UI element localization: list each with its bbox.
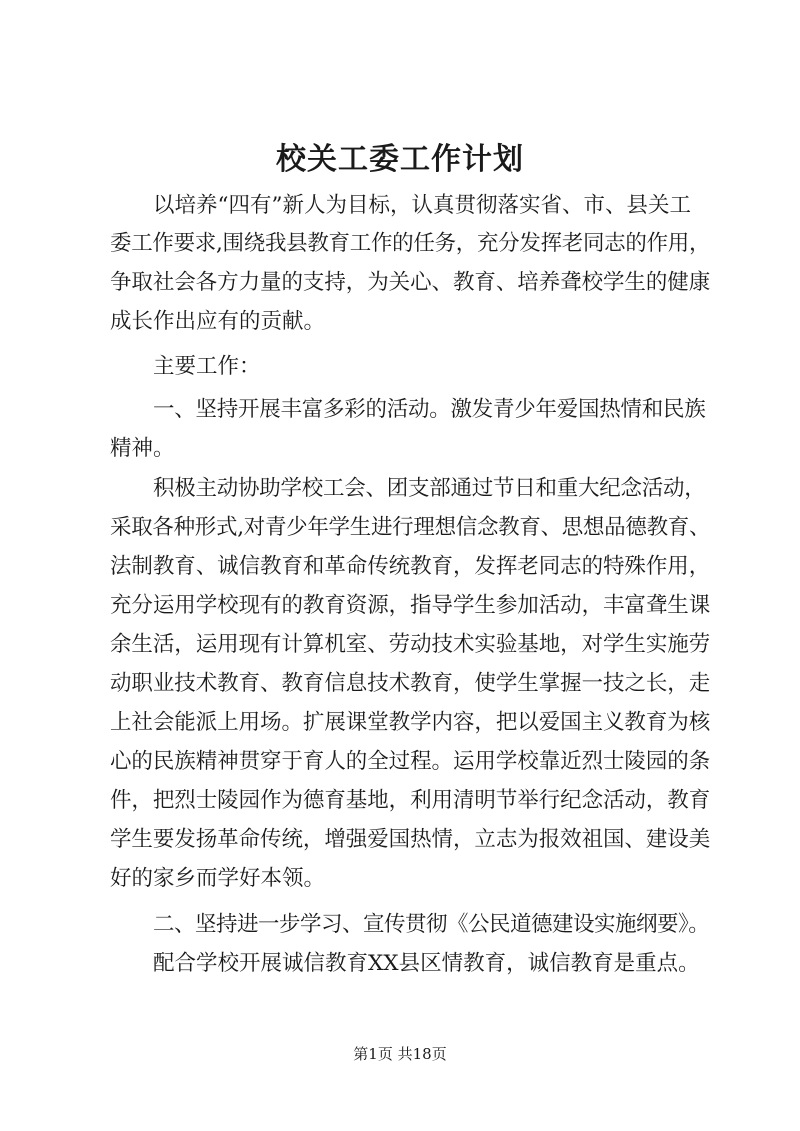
section-heading: 一、坚持开展丰富多彩的活动。激发青少年爱国热情和民族: [153, 397, 706, 422]
paragraph-line: 采取各种形式,对青少年学生进行理想信念教育、思想品德教育、: [110, 515, 710, 540]
paragraph-line: 积极主动协助学校工会、团支部通过节日和重大纪念活动，: [153, 476, 706, 501]
paragraph-line: 件，把烈士陵园作为德育基地，利用清明节举行纪念活动，教育: [110, 788, 710, 813]
paragraph-line: 学生要发扬革命传统，增强爱国热情，立志为报效祖国、建设美: [110, 827, 710, 852]
paragraph-line: 法制教育、诚信教育和革命传统教育，发挥老同志的特殊作用，: [110, 554, 710, 579]
paragraph-line: 成长作出应有的贡献。: [110, 309, 326, 334]
paragraph-line: 争取社会各方力量的支持，为关心、教育、培养聋校学生的健康: [110, 270, 710, 295]
paragraph-line: 动职业技术教育、教育信息技术教育，使学生掌握一技之长，走: [110, 671, 710, 696]
section-heading: 二、坚持进一步学习、宣传贯彻《公民道德建设实施纲要》。: [153, 912, 710, 937]
document-title: 校关工委工作计划: [276, 142, 524, 177]
paragraph-line: 委工作要求,围绕我县教育工作的任务，充分发挥老同志的作用，: [110, 231, 710, 256]
paragraph-line: 心的民族精神贯穿于育人的全过程。运用学校靠近烈士陵园的条: [110, 749, 710, 774]
paragraph-line: 精神。: [110, 436, 175, 461]
paragraph-line: 余生活，运用现有计算机室、劳动技术实验基地，对学生实施劳: [110, 632, 710, 657]
section-heading: 主要工作：: [153, 354, 261, 379]
paragraph-line: 以培养“四有”新人为目标，认真贯彻落实省、市、县关工: [153, 193, 691, 218]
paragraph-line: 配合学校开展诚信教育XX县区情教育，诚信教育是重点。: [153, 951, 700, 976]
paragraph-line: 上社会能派上用场。扩展课堂教学内容，把以爱国主义教育为核: [110, 710, 710, 735]
paragraph-line: 充分运用学校现有的教育资源，指导学生参加活动，丰富聋生课: [110, 593, 710, 618]
page-number-footer: 第1页 共18页: [353, 1045, 447, 1063]
paragraph-line: 好的家乡而学好本领。: [110, 866, 326, 891]
